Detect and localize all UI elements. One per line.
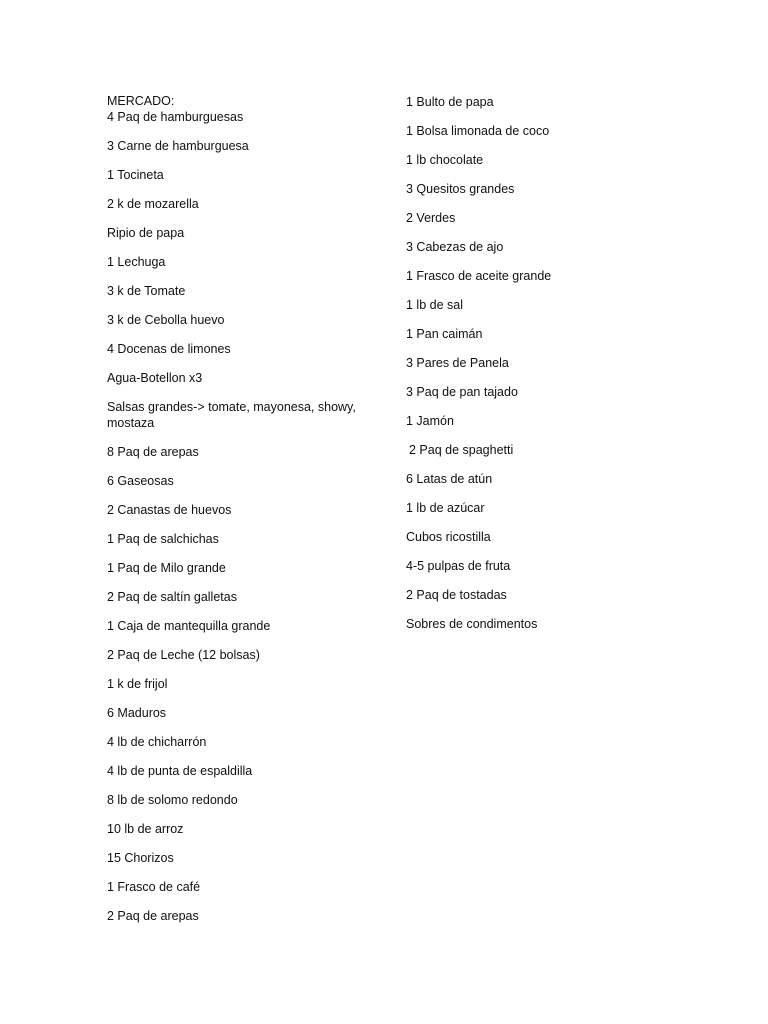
list-item: 1 lb de sal	[406, 298, 463, 312]
list-item: 6 Latas de atún	[406, 472, 493, 486]
list-item: 3 Carne de hamburguesa	[107, 139, 249, 153]
list-item: 3 Paq de pan tajado	[406, 385, 518, 399]
list-heading: MERCADO:	[107, 94, 175, 108]
list-item: 1 lb de azúcar	[406, 501, 485, 515]
list-item: Sobres de condimentos	[406, 617, 538, 631]
list-item: 3 Quesitos grandes	[406, 182, 515, 196]
list-item: 4 lb de punta de espaldilla	[107, 764, 253, 778]
list-item: 6 Maduros	[107, 706, 167, 720]
list-item: 8 Paq de arepas	[107, 445, 199, 459]
list-item: 1 Pan caimán	[406, 327, 483, 341]
list-item: 1 k de frijol	[107, 677, 168, 691]
list-item: 1 Paq de salchichas	[107, 532, 219, 546]
list-item: 1 Bulto de papa	[406, 95, 494, 109]
list-item: 4-5 pulpas de fruta	[406, 559, 511, 573]
list-item: Cubos ricostilla	[406, 530, 491, 544]
list-item: 3 k de Cebolla huevo	[107, 313, 225, 327]
list-item: 1 Bolsa limonada de coco	[406, 124, 550, 138]
list-item: 6 Gaseosas	[107, 474, 174, 488]
left-column	[107, 94, 377, 937]
list-item: 1 Frasco de café	[107, 880, 201, 894]
list-item: 1 Caja de mantequilla grande	[107, 619, 271, 633]
list-item: 10 lb de arroz	[107, 822, 184, 836]
list-item: Ripio de papa	[107, 226, 185, 240]
list-item: 4 lb de chicharrón	[107, 735, 207, 749]
list-item: 4 Docenas de limones	[107, 342, 231, 356]
list-item: 2 Paq de tostadas	[406, 588, 507, 602]
list-item: 1 Tocineta	[107, 168, 164, 182]
list-item: 2 Paq de saltín galletas	[107, 590, 237, 604]
list-item: 3 Pares de Panela	[406, 356, 509, 370]
list-item: 2 Paq de spaghetti	[409, 443, 514, 457]
list-item: 1 Lechuga	[107, 255, 166, 269]
list-item: Agua-Botellon x3	[107, 371, 203, 385]
list-item: 2 Verdes	[406, 211, 456, 225]
list-item: 1 Jamón	[406, 414, 454, 428]
list-item: 2 k de mozarella	[107, 197, 199, 211]
list-item: 1 Frasco de aceite grande	[406, 269, 552, 283]
right-column	[406, 94, 706, 645]
list-item: 2 Canastas de huevos	[107, 503, 232, 517]
list-item: 2 Paq de Leche (12 bolsas)	[107, 648, 260, 662]
list-item: 3 Cabezas de ajo	[406, 240, 504, 254]
list-item: 3 k de Tomate	[107, 284, 186, 298]
list-item: Salsas grandes-> tomate, mayonesa, showy, mostaza	[107, 400, 356, 430]
list-item: 4 Paq de hamburguesas	[107, 110, 244, 124]
list-item: 1 Paq de Milo grande	[107, 561, 226, 575]
list-item: 1 lb chocolate	[406, 153, 484, 167]
list-item: 8 lb de solomo redondo	[107, 793, 238, 807]
list-item: 2 Paq de arepas	[107, 909, 199, 923]
list-item: 15 Chorizos	[107, 851, 174, 865]
